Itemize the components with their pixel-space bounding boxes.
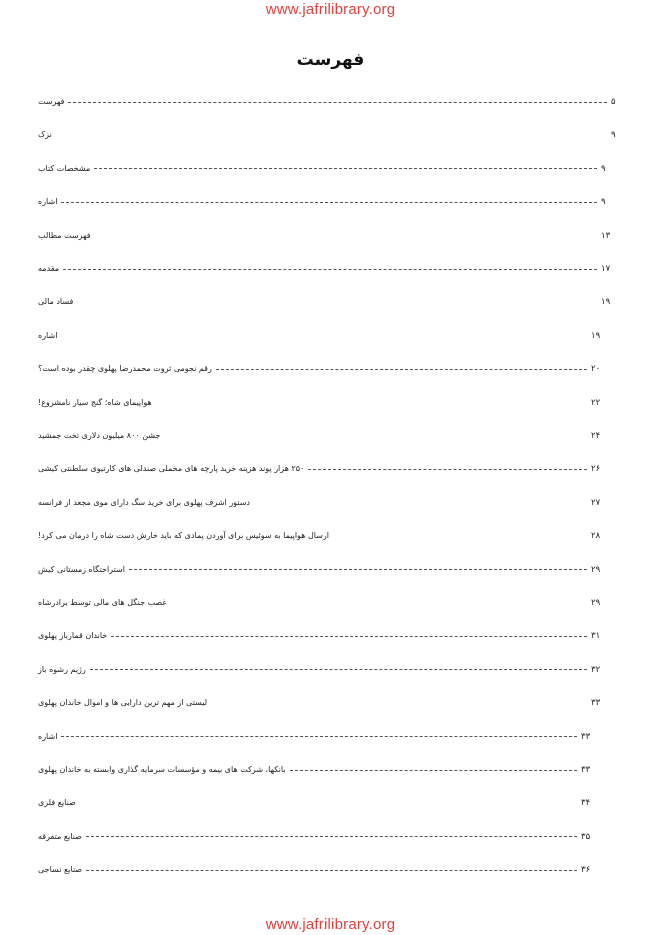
- toc-page-number: ۲۴: [591, 431, 601, 441]
- toc-entry-label: اشاره: [38, 330, 58, 340]
- toc-page-number: ۳۳: [581, 731, 591, 742]
- watermark-top: www.jafrilibrary.org: [265, 1, 396, 18]
- toc-entry[interactable]: [38, 359, 603, 379]
- toc-entry-label: مقدمه: [38, 264, 60, 273]
- toc-page-number: ۹: [611, 130, 616, 141]
- toc-entry-label: مشخصات کتاب: [38, 163, 91, 173]
- toc-dotted-leader: [63, 269, 597, 270]
- toc-entry-label: اشاره: [38, 197, 58, 207]
- toc-entry[interactable]: [38, 226, 613, 246]
- toc-page-number: ۲۶: [591, 464, 601, 475]
- toc-entry-label: فهرست مطالب: [38, 230, 91, 240]
- toc-entry-label: جشن ۸۰۰ میلیون دلاری تخت جمشید: [38, 431, 161, 440]
- toc-entry[interactable]: [38, 660, 603, 680]
- toc-entry[interactable]: [38, 727, 593, 747]
- toc-entry-label: اشاره: [38, 731, 58, 741]
- toc-entry-label: لیستی از مهم ترین دارایی ها و اموال خاندان پهلوی: [38, 698, 208, 708]
- toc-page-number: ۳۳: [581, 765, 591, 775]
- table-of-contents: [0, 86, 661, 886]
- toc-entry[interactable]: [38, 793, 593, 813]
- toc-entry-label: بانکها، شرکت های بیمه و مؤسسات سرمایه گذاری وابسته به خاندان پهلوی: [38, 765, 286, 774]
- toc-entry[interactable]: [38, 860, 593, 880]
- toc-page-number: ۲۹: [591, 598, 601, 608]
- toc-entry[interactable]: [38, 693, 603, 713]
- toc-entry-label: دستور اشرف پهلوی برای خرید سگ دارای موی مجعد از فرانسه: [38, 497, 250, 507]
- toc-entry-label: فساد مالی: [38, 297, 74, 307]
- toc-entry-label: نزک: [38, 130, 52, 140]
- toc-page-number: ۳۵: [581, 831, 591, 842]
- toc-entry[interactable]: [38, 626, 603, 646]
- toc-entry[interactable]: [38, 493, 603, 513]
- toc-page-number: ۱۳: [601, 230, 611, 241]
- toc-entry-label: صنایع فلزی: [38, 798, 76, 808]
- toc-page-number: ۲۸: [591, 531, 601, 542]
- toc-entry[interactable]: [38, 326, 603, 346]
- toc-dotted-leader: [129, 569, 587, 570]
- page-title: فهرست: [296, 50, 365, 70]
- toc-page-number: ۵: [611, 97, 616, 107]
- toc-entry-label: ۲۵۰ هزار پوند هزینه خرید پارچه های مخملی صندلی های کارتیوی سلطنتی کیشی: [38, 464, 305, 474]
- toc-entry[interactable]: [38, 560, 603, 580]
- toc-entry[interactable]: [38, 593, 603, 613]
- toc-dotted-leader: [308, 469, 587, 470]
- toc-entry-label: ارسال هواپیما به سوئیس برای آوردن پمادی که باید خارش دست شاه را درمان می کرد!: [38, 531, 329, 541]
- toc-dotted-leader: [216, 369, 587, 370]
- toc-dotted-leader: [61, 202, 597, 203]
- watermark-bottom: www.jafrilibrary.org: [265, 916, 396, 933]
- toc-entry[interactable]: [38, 159, 613, 179]
- toc-dotted-leader: [111, 636, 587, 637]
- toc-entry[interactable]: [38, 459, 603, 479]
- toc-entry-label: رقم نجومی ثروت محمدرضا پهلوی چقدر بوده است؟: [38, 364, 212, 374]
- toc-page-number: ۲۲: [591, 397, 601, 408]
- toc-entry[interactable]: [38, 292, 613, 312]
- toc-entry-label: رژیم رشوه باز: [38, 664, 86, 674]
- toc-entry-label: فهرست: [38, 97, 65, 106]
- toc-entry[interactable]: [38, 125, 623, 145]
- toc-page-number: ۱۹: [591, 330, 601, 341]
- toc-entry-label: غصب جنگل های مالی توسط برادرشاه: [38, 598, 167, 607]
- toc-page-number: ۳۲: [591, 664, 601, 675]
- toc-entry[interactable]: [38, 192, 613, 212]
- toc-entry[interactable]: [38, 827, 593, 847]
- toc-page-number: ۲۰: [591, 364, 601, 375]
- toc-page-number: ۱۷: [601, 264, 611, 274]
- toc-entry[interactable]: [38, 92, 623, 112]
- toc-dotted-leader: [61, 736, 577, 737]
- toc-page-number: ۹: [601, 197, 606, 208]
- toc-page-number: ۲۷: [591, 497, 601, 508]
- toc-entry-label: استراحتگاه زمستانی کیش: [38, 564, 125, 574]
- toc-page-number: ۳۶: [581, 865, 591, 876]
- toc-page-number: ۳۴: [581, 798, 591, 809]
- toc-entry[interactable]: [38, 760, 593, 780]
- toc-page-number: ۹: [601, 163, 606, 174]
- toc-page-number: ۳۳: [591, 698, 601, 709]
- toc-dotted-leader: [86, 870, 577, 871]
- toc-page-number: ۲۹: [591, 564, 601, 575]
- toc-entry-label: صنایع متفرقه: [38, 831, 82, 841]
- toc-dotted-leader: [90, 669, 587, 670]
- toc-dotted-leader: [94, 168, 597, 169]
- toc-entry[interactable]: [38, 259, 613, 279]
- toc-dotted-leader: [86, 836, 577, 837]
- toc-page-number: ۳۱: [591, 631, 601, 642]
- toc-page-number: ۱۹: [601, 297, 611, 308]
- toc-dotted-leader: [68, 102, 607, 103]
- toc-entry[interactable]: [38, 526, 603, 546]
- toc-entry-label: صنایع نساجی: [38, 865, 83, 875]
- toc-entry[interactable]: [38, 426, 603, 446]
- toc-entry-label: هواپیمای شاه؛ گنج سیار نامشروع!: [38, 397, 152, 407]
- toc-entry-label: خاندان قمارباز پهلوی: [38, 631, 108, 641]
- toc-dotted-leader: [290, 770, 577, 771]
- toc-entry[interactable]: [38, 393, 603, 413]
